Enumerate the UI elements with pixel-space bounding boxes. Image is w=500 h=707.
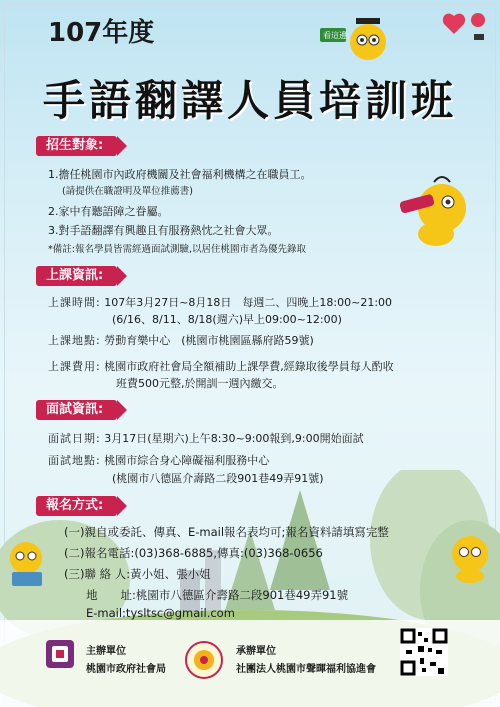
recruit-heading: 招生對象:: [36, 136, 117, 156]
interview-place-value: 桃園市綜合身心障礙福利服務中心: [104, 454, 270, 467]
mascot-sign-text: 看這邊: [323, 31, 347, 40]
course-fee-value: 桃園市政府社會局全額補助上課學費,經錄取後學員每人酌收: [104, 360, 394, 373]
interview-date-value: 3月17日(星期六)上午8:30~9:00報到,9:00開始面試: [104, 432, 364, 445]
host-label: 主辦單位: [86, 646, 126, 657]
course-fee-value-2: 班費500元整,於開訓一週內繳交。: [116, 377, 284, 390]
course-time-value-2: (6/16、8/11、8/18(週六)早上09:00~12:00): [112, 313, 342, 326]
course-fee-label: 上課費用:: [48, 360, 101, 373]
signup-heading: 報名方式:: [36, 496, 117, 516]
heart-logo-icon: [440, 8, 490, 48]
host-name: 桃園市政府社會局: [86, 664, 166, 675]
mascot-telescope-icon: [396, 172, 474, 250]
signup-address: 地 址:桃園市八德區介壽路二段901巷49弄91號: [86, 588, 349, 602]
organizer-label: 承辦單位: [236, 646, 276, 657]
year-label: 107年度: [48, 18, 155, 48]
recruit-item-1: 1.擔任桃園市內政府機關及社會福利機構之在職員工。: [48, 168, 312, 181]
signup-contact: (三)聯 絡 人:黃小姐、張小姐: [64, 567, 211, 581]
qr-code-icon[interactable]: [400, 628, 448, 676]
mascot-top-icon: [320, 12, 392, 68]
signup-phone: (二)報名電話:(03)368-6885,傳真:(03)368-0656: [64, 546, 323, 560]
interview-heading: 面試資訊:: [36, 400, 117, 420]
course-place-label: 上課地點:: [48, 334, 101, 347]
association-seal-icon: [184, 640, 224, 680]
mascot-right-icon: [444, 530, 496, 584]
interview-place-value-2: (桃園市八德區介壽路二段901巷49弄91號): [112, 472, 324, 485]
course-heading: 上課資訊:: [36, 266, 117, 286]
recruit-item-2: 2.家中有聽語障之眷屬。: [48, 205, 169, 218]
course-time-label: 上課時間:: [48, 296, 101, 309]
course-place-value: 勞動育樂中心 (桃園市桃園區縣府路59號): [104, 334, 314, 347]
social-bureau-logo-icon: [44, 638, 76, 674]
interview-date-label: 面試日期:: [48, 432, 101, 445]
page-title: 手語翻譯人員培訓班: [42, 76, 457, 125]
signup-line-1: (一)親自或委託、傳真、E-mail報名表均可;報名資料請填寫完整: [64, 525, 389, 539]
recruit-item-1-note: (請提供在職證明及單位推薦書): [62, 186, 193, 197]
mascot-reading-icon: [4, 538, 52, 590]
course-time-value: 107年3月27日~8月18日 每週二、四晚上18:00~21:00: [104, 296, 393, 309]
organizer-name: 社團法人桃園市聲暉福利協進會: [236, 664, 376, 675]
recruit-item-3: 3.對手語翻譯有興趣且有服務熱忱之社會大眾。: [48, 224, 279, 237]
interview-place-label: 面試地點:: [48, 454, 101, 467]
signup-email[interactable]: E-mail:tysltsc@gmail.com: [86, 606, 235, 620]
recruit-note: *備註:報名學員皆需經過面試測驗,以居住桃園市者為優先錄取: [48, 244, 306, 255]
